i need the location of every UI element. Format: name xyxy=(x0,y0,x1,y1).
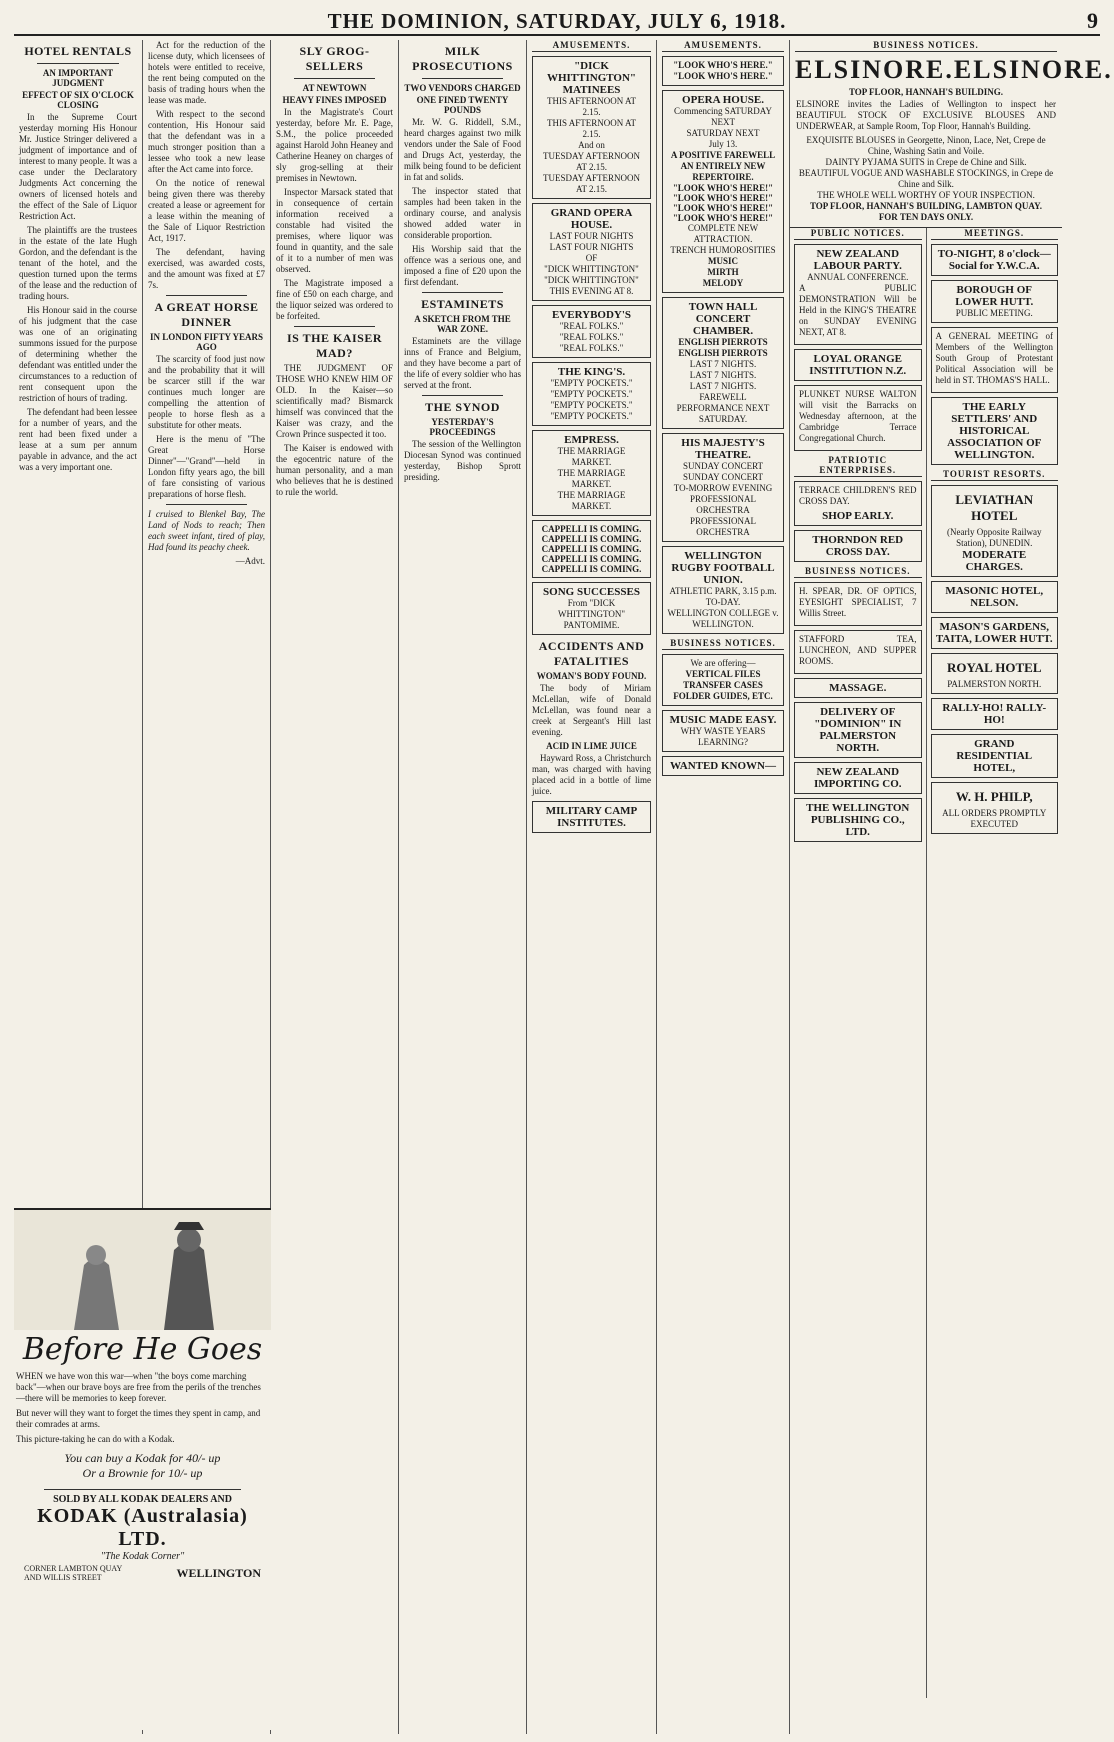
article-paragraph: The inspector stated that samples had been taken in the ordinary course, and analysis showed added water in considerable proportion. xyxy=(404,186,521,240)
column-7 xyxy=(790,228,927,1698)
article-paragraph: His Worship said that the offence was a serious one, and imposed a fine of £20 upon the first defendant. xyxy=(404,244,521,287)
advert-title: WELLINGTON RUGBY FOOTBALL UNION. xyxy=(671,550,775,586)
advert-title: SONG SUCCESSES xyxy=(543,586,640,598)
elsinore-title-left: ELSINORE. xyxy=(795,55,954,84)
article-subhead: A SKETCH FROM THE WAR ZONE. xyxy=(414,314,511,334)
divider xyxy=(294,78,375,79)
advert-line: THE MARRIAGE MARKET. xyxy=(557,468,626,489)
elsinore-line: EXQUISITE BLOUSES in Georgette, Ninon, Lace, Net, Crepe de Chine, Washing Satin and Voile. xyxy=(806,135,1046,156)
article-subhead: AN IMPORTANT JUDGMENT xyxy=(42,68,114,88)
kodak-illustration xyxy=(14,1210,271,1330)
notice-paragraph: A PUBLIC DEMONSTRATION Will be Held in the KING'S THEATRE on SUNDAY EVENING NEXT, AT 8. xyxy=(799,283,917,337)
notice xyxy=(931,327,1059,393)
article-subhead: AT NEWTOWN xyxy=(302,83,367,93)
advert-line: "LOOK WHO'S HERE." xyxy=(673,71,773,81)
advert-line: ENGLISH PIERROTS xyxy=(678,348,768,358)
notice-title: THORNDON RED CROSS DAY. xyxy=(812,534,904,558)
advert-line: CAPPELLI IS COMING. xyxy=(541,564,642,574)
notice xyxy=(931,782,1059,834)
advert-title: MILITARY CAMP INSTITUTES. xyxy=(545,805,638,829)
article-subhead: TWO VENDORS CHARGED xyxy=(404,83,521,93)
advert-line: ENGLISH PIERROTS xyxy=(678,337,768,347)
article-paragraph: The session of the Wellington Diocesan Synod was continued yesterday, Bishop Sprott presiding. xyxy=(404,439,521,482)
article-subhead: IN LONDON FIFTY YEARS AGO xyxy=(149,332,264,352)
elsinore-banner xyxy=(795,55,1113,85)
kodak-headline: Before He Goes xyxy=(22,1332,263,1367)
soldier-illustration xyxy=(14,1210,271,1330)
advert-line: TUESDAY AFTERNOON AT 2.15. xyxy=(542,151,641,172)
divider xyxy=(422,292,503,293)
advert-title: OPERA HOUSE. xyxy=(682,94,764,106)
notice-title: RALLY-HO! RALLY-HO! xyxy=(942,702,1047,726)
notice-paragraph: A GENERAL MEETING of Members of the Wellington South Group of Protestant Political Association will be held in ST. THOMAS'S HALL. xyxy=(935,331,1053,385)
article-paragraph: Act for the reduction of the license duty, which licensees of hotels were entitled to receive, the rent being computed on the basis of trading hours when the lease was made. xyxy=(148,40,265,105)
notice-paragraph: STAFFORD TEA, LUNCHEON, AND SUPPER ROOMS. xyxy=(799,634,917,666)
notice-title: LEVIATHAN HOTEL xyxy=(955,492,1034,523)
notice xyxy=(794,385,922,451)
divider xyxy=(166,295,247,296)
kodak-paragraph: But never will they want to forget the times they spent in camp, and their comrades at arms. xyxy=(16,1408,261,1429)
article-subhead: ONE FINED TWENTY POUNDS xyxy=(416,95,509,115)
article-subhead: ACID IN LIME JUICE xyxy=(546,741,637,751)
advert-line: LAST FOUR NIGHTS xyxy=(549,242,634,252)
divider xyxy=(166,504,247,505)
article-heading: IS THE KAISER MAD? xyxy=(287,331,382,360)
notice xyxy=(794,702,922,758)
advert-line: TRENCH HUMOROSITIES xyxy=(670,245,776,255)
section-header: AMUSEMENTS. xyxy=(532,40,651,52)
section-header: BUSINESS NOTICES. xyxy=(662,638,784,650)
notice-title: MASONIC HOTEL, NELSON. xyxy=(945,585,1044,609)
advert-line: CAPPELLI IS COMING. xyxy=(541,534,642,544)
notice xyxy=(794,762,922,794)
advert-line: THIS AFTERNOON AT 2.15. xyxy=(546,96,636,117)
advert-title: WANTED KNOWN— xyxy=(669,760,777,772)
advert xyxy=(662,654,784,706)
elsinore-line: BEAUTIFUL VOGUE AND WASHABLE STOCKINGS, in Crepe de Chine and Silk. xyxy=(798,168,1054,189)
advert xyxy=(532,430,651,516)
advert-line: FOLDER GUIDES, ETC. xyxy=(673,691,773,701)
verse-signature: —Advt. xyxy=(235,556,265,566)
notice-title: THE EARLY SETTLERS' AND HISTORICAL ASSOCIATION OF WELLINGTON. xyxy=(947,401,1042,461)
kodak-sold-by: SOLD BY ALL KODAK DEALERS AND xyxy=(53,1494,232,1505)
advert xyxy=(532,801,651,833)
article-paragraph: In the Supreme Court yesterday morning His Honour Mr. Justice Stringer delivered a judgment of importance and of interest to many people. It was a case under the Declaratory Judgments Act concerning the owners of licensed hotels and the effect of the Sale of Liquor Restriction Act. xyxy=(19,112,137,221)
article-heading: THE SYNOD xyxy=(425,400,500,414)
advert-line: OF xyxy=(585,253,598,263)
advert-line: LAST FOUR NIGHTS xyxy=(549,231,634,241)
article-paragraph: Estaminets are the village inns of France and Belgium, and they have become a part of the life of every soldier who has served at the front. xyxy=(404,336,521,390)
article-heading: MILK PROSECUTIONS xyxy=(412,44,513,73)
divider xyxy=(37,63,119,64)
advert-line: MELODY xyxy=(702,278,744,288)
section-header: BUSINESS NOTICES. xyxy=(795,40,1057,52)
divider xyxy=(44,1489,241,1490)
advert-line: WHY WASTE YEARS LEARNING? xyxy=(680,726,766,747)
article-paragraph: The Kaiser is endowed with the egocentric nature of the human personality, and a man who believes that he is destined to rule the world. xyxy=(276,443,393,497)
advert-line: July 13. xyxy=(708,139,738,149)
advert-line: "LOOK WHO'S HERE!" xyxy=(672,193,774,203)
article-paragraph: On the notice of renewal being given there was thereby created a lease or agreement for a lease within the meaning of the Sale of Liquor Restriction Act, 1917. xyxy=(148,178,265,243)
notice-paragraph: H. SPEAR, DR. OF OPTICS, EYESIGHT SPECIALIST, 7 Willis Street. xyxy=(799,586,917,618)
advert xyxy=(662,710,784,752)
advert-line: And on xyxy=(578,140,605,150)
article-heading: HOTEL RENTALS xyxy=(24,44,132,58)
notice-line: ALL ORDERS PROMPTLY EXECUTED xyxy=(942,808,1047,829)
advert-line: "LOOK WHO'S HERE!" xyxy=(672,203,774,213)
article-heading: ACCIDENTS AND FATALITIES xyxy=(538,639,645,668)
elsinore-paragraph: ELSINORE invites the Ladies of Wellington to inspect her BEAUTIFUL STOCK OF EXCLUSIVE BLOUSES AND UNDERWEAR, at Sample Room, Top Floor, Hannah's Building. xyxy=(796,99,1056,131)
advert-line: CAPPELLI IS COMING. xyxy=(541,554,642,564)
section-header: BUSINESS NOTICES. xyxy=(794,566,922,578)
elsinore-subtitle: TOP FLOOR, HANNAH'S BUILDING. xyxy=(848,87,1004,97)
masthead xyxy=(14,8,1100,36)
notice xyxy=(794,582,922,626)
advert-line: "EMPTY POCKETS." xyxy=(550,378,633,388)
advert-line: WELLINGTON COLLEGE v. WELLINGTON. xyxy=(667,608,779,629)
article-paragraph: Hayward Ross, a Christchurch man, was charged with having placed acid in a bottle of lime juice. xyxy=(532,753,651,796)
advert-line: "LOOK WHO'S HERE." xyxy=(673,60,773,70)
advert xyxy=(532,56,651,199)
masthead-title: THE DOMINION, SATURDAY, JULY 6, 1918. xyxy=(327,8,787,33)
section-header: MEETINGS. xyxy=(931,228,1059,240)
advert-line: A POSITIVE FAREWELL xyxy=(670,150,776,160)
advert xyxy=(532,305,651,358)
notice-title: MASON'S GARDENS, TAITA, LOWER HUTT. xyxy=(935,621,1053,645)
kodak-tagline: "The Kodak Corner" xyxy=(100,1551,185,1562)
notice xyxy=(794,530,922,562)
notice xyxy=(794,630,922,674)
advert-title: GRAND OPERA HOUSE. xyxy=(550,207,633,231)
notice-title: DELIVERY OF "DOMINION" IN PALMERSTON NORTH. xyxy=(814,706,902,754)
advert-line: CAPPELLI IS COMING. xyxy=(541,544,642,554)
advert-line: AN ENTIRELY NEW REPERTOIRE. xyxy=(680,161,766,182)
advert-line: LAST 7 NIGHTS. xyxy=(689,381,757,391)
notice-title: NEW ZEALAND IMPORTING CO. xyxy=(813,766,902,790)
advert-line: LAST 7 NIGHTS. xyxy=(689,359,757,369)
article-paragraph: Inspector Marsack stated that in consequence of certain information received a constable had visited the premises, where liquor was found in quantity, and the sale of it to a number of men was observed. xyxy=(276,187,393,274)
kodak-price-line: You can buy a Kodak for 40/- up xyxy=(64,1451,221,1465)
article-paragraph: The body of Miriam McLellan, wife of Donald McLellan, was found near a creek at Sergeant's Hill last evening. xyxy=(532,683,651,737)
notice xyxy=(931,485,1059,577)
advert-title: "DICK WHITTINGTON" MATINEES xyxy=(546,60,637,96)
section-header: PUBLIC NOTICES. xyxy=(794,228,922,240)
advert-line: "LOOK WHO'S HERE!" xyxy=(672,183,774,193)
notice xyxy=(931,653,1059,694)
divider xyxy=(294,326,375,327)
notice-title: W. H. PHILP, xyxy=(955,789,1033,804)
article-subhead: EFFECT OF SIX O'CLOCK CLOSING xyxy=(22,90,134,110)
advert-line: "EMPTY POCKETS." xyxy=(550,389,633,399)
kodak-advert xyxy=(14,1208,271,1730)
article-subhead: HEAVY FINES IMPOSED xyxy=(282,95,387,105)
advert-line: TRANSFER CASES xyxy=(683,680,763,690)
advert-title: EVERYBODY'S xyxy=(551,309,632,321)
article-paragraph: The defendant had been lessee for a number of years, and the rent had been fixed under a lease at a sum per annum payable in advance, and the act was a very important one. xyxy=(19,407,137,472)
notice-title: MASSAGE. xyxy=(829,682,887,694)
notice-title: THE WELLINGTON PUBLISHING CO., LTD. xyxy=(806,802,910,838)
column-5 xyxy=(527,40,657,1734)
advert-line: LAST 7 NIGHTS. xyxy=(689,370,757,380)
advert-line: "DICK WHITTINGTON" xyxy=(544,275,639,285)
notice xyxy=(931,280,1059,323)
notice-title: TO-NIGHT, 8 o'clock—Social for Y.W.C.A. xyxy=(937,248,1051,272)
advert xyxy=(532,520,651,578)
advert-line: VERTICAL FILES xyxy=(685,669,761,679)
elsinore-line: THE WHOLE WELL WORTHY OF YOUR INSPECTION. xyxy=(817,190,1035,200)
article-subhead: YESTERDAY'S PROCEEDINGS xyxy=(429,417,496,437)
article-subhead: WOMAN'S BODY FOUND. xyxy=(536,671,647,681)
notice-paragraph: TERRACE CHILDREN'S RED CROSS DAY. xyxy=(799,485,917,506)
advert-line: ATHLETIC PARK, 3.15 p.m. TO-DAY. xyxy=(669,586,777,607)
advert-line: "EMPTY POCKETS." xyxy=(550,411,633,421)
notice xyxy=(931,734,1059,778)
advert-line: "REAL FOLKS." xyxy=(559,343,624,353)
notice-title: ROYAL HOTEL xyxy=(946,660,1042,675)
advert-line: COMPLETE NEW ATTRACTION. xyxy=(687,223,759,244)
notice-title: NEW ZEALAND LABOUR PARTY. xyxy=(813,248,902,272)
advert-line: We are offering— xyxy=(690,658,756,668)
notice xyxy=(931,581,1059,613)
advert-line: MIRTH xyxy=(707,267,739,277)
advert xyxy=(662,56,784,86)
kodak-company: KODAK (Australasia) LTD. xyxy=(37,1505,248,1550)
advert-line: THIS EVENING AT 8. xyxy=(549,286,634,296)
elsinore-title-right: ELSINORE. xyxy=(953,55,1113,84)
article-heading: ESTAMINETS xyxy=(421,297,504,311)
notice xyxy=(931,617,1059,649)
advert-line: SATURDAY NEXT xyxy=(686,128,760,138)
notice xyxy=(794,481,922,526)
advert-line: From "DICK WHITTINGTON" PANTOMIME. xyxy=(558,598,625,630)
notice-line: ANNUAL CONFERENCE. xyxy=(807,272,909,282)
elsinore-line: TOP FLOOR, HANNAH'S BUILDING, LAMBTON QUAY. xyxy=(809,201,1043,211)
article-paragraph: Here is the menu of "The Great Horse Dinner"—"Grand"—held in London fifty years ago, the bill of fare consisting of various preparations of horse flesh. xyxy=(148,434,265,499)
notice-title: BOROUGH OF LOWER HUTT. xyxy=(955,284,1034,308)
notice-line: (Nearly Opposite Railway Station), DUNEDIN. xyxy=(947,527,1042,548)
advert-title: EMPRESS. xyxy=(564,434,619,446)
notice xyxy=(931,698,1059,730)
article-paragraph: His Honour said in the course of his judgment that the case was one of an originating summons issued for the purpose of determining whether the defendant was entitled under the circumstances to a reduction of rent consequent upon the restriction of hours of trading. xyxy=(19,305,137,403)
advert xyxy=(662,546,784,634)
kodak-price-line: Or a Brownie for 10/- up xyxy=(82,1466,203,1480)
advert xyxy=(532,582,651,635)
advert-line: SUNDAY CONCERT xyxy=(682,472,764,482)
advert-line: THE MARRIAGE MARKET. xyxy=(557,490,626,511)
column-3 xyxy=(271,40,399,1734)
advert xyxy=(662,756,784,776)
section-header: TOURIST RESORTS. xyxy=(931,469,1059,481)
kodak-city: WELLINGTON xyxy=(176,1565,261,1580)
notice xyxy=(931,397,1059,465)
notice xyxy=(794,798,922,842)
notice xyxy=(794,678,922,698)
advert-line: CAPPELLI IS COMING. xyxy=(541,524,642,534)
notice-line: PUBLIC MEETING. xyxy=(955,308,1033,318)
notice-title: MODERATE CHARGES. xyxy=(962,549,1027,573)
advert-title: MUSIC MADE EASY. xyxy=(669,714,777,726)
advert-line: "REAL FOLKS." xyxy=(559,321,624,331)
page-number: 9 xyxy=(1087,8,1098,33)
advert xyxy=(662,433,784,542)
article-paragraph: In the Magistrate's Court yesterday, before Mr. E. Page, S.M., the police proceeded against Harold John Heaney and Catherine Heaney on charges of sly grog-selling at their premises in Newtown. xyxy=(276,107,393,183)
advert xyxy=(662,297,784,429)
section-header: AMUSEMENTS. xyxy=(662,40,784,52)
divider xyxy=(422,395,503,396)
divider xyxy=(422,78,503,79)
advert-line: PROFESSIONAL ORCHESTRA xyxy=(689,494,756,515)
advert xyxy=(662,90,784,293)
advert-line: MUSIC xyxy=(707,256,738,266)
kodak-paragraph: WHEN we have won this war—when "the boys come marching back"—when our brave boys are free from the perils of the trenches—there will be memories to keep forever. xyxy=(16,1371,261,1403)
notice-title: GRAND RESIDENTIAL HOTEL, xyxy=(956,738,1033,774)
advert-line: "DICK WHITTINGTON" xyxy=(544,264,639,274)
column-business xyxy=(790,40,1113,1734)
advert-line: "EMPTY POCKETS." xyxy=(550,400,633,410)
business-subcolumns xyxy=(790,228,1062,1698)
notice xyxy=(794,244,922,345)
advert-line: PROFESSIONAL ORCHESTRA xyxy=(689,516,756,537)
kodak-address-row xyxy=(24,1564,261,1582)
verse: I cruised to Blenkel Bay, The Land of Nods to reach; Then each sweet infant, tired of play, Had found its peachy cheek. xyxy=(148,509,265,552)
article-paragraph: With respect to the second contention, His Honour said that the defendant was in a much stronger position than a lessee who took a new lease after the Act came into force. xyxy=(148,109,265,174)
advert-line: "REAL FOLKS." xyxy=(559,332,624,342)
article-heading: SLY GROG-SELLERS xyxy=(299,44,370,73)
elsinore-line: FOR TEN DAYS ONLY. xyxy=(878,212,974,222)
article-paragraph: THE JUDGMENT OF THOSE WHO KNEW HIM OF OLD. In the Kaiser—so scientifically mad? Bismarck himself was convinced that the Kaiser was crazy, and the Crown Prince suspected it too. xyxy=(276,363,393,439)
advert-title: TOWN HALL CONCERT CHAMBER. xyxy=(688,301,758,337)
article-paragraph: The defendant, having exercised, was awarded costs, and the amount was fixed at £7 7s. xyxy=(148,247,265,290)
article-paragraph: Mr. W. G. Riddell, S.M., heard charges against two milk vendors under the Sale of Food and Drugs Act, yesterday, the milk being found to be deficient in fat and solids. xyxy=(404,117,521,182)
advert-line: Commencing SATURDAY NEXT xyxy=(674,106,772,127)
article-paragraph: The Magistrate imposed a fine of £50 on each charge, and the liquor seized was ordered to be forfeited. xyxy=(276,278,393,321)
notice xyxy=(931,244,1059,276)
notice-title: LOYAL ORANGE INSTITUTION N.Z. xyxy=(809,353,907,377)
kodak-address: CORNER LAMBTON QUAY AND WILLIS STREET xyxy=(24,1564,122,1582)
notice-line: PALMERSTON NORTH. xyxy=(947,679,1042,689)
advert-line: SUNDAY CONCERT xyxy=(682,461,764,471)
advert xyxy=(532,362,651,426)
advert-line: THE MARRIAGE MARKET. xyxy=(557,446,626,467)
advert-line: TO-MORROW EVENING xyxy=(673,483,773,493)
notice xyxy=(794,349,922,381)
advert-title: THE KING'S. xyxy=(557,366,626,378)
column-6 xyxy=(657,40,790,1734)
elsinore-line: DAINTY PYJAMA SUITS in Crepe de Chine and Silk. xyxy=(825,157,1027,167)
notice-paragraph: PLUNKET NURSE WALTON will visit the Barracks on Wednesday afternoon, at the Cambridge Terrace Congregational Church. xyxy=(799,389,917,443)
section-header: PATRIOTIC ENTERPRISES. xyxy=(794,455,922,477)
advert-line: "LOOK WHO'S HERE!" xyxy=(672,213,774,223)
advert-line: TUESDAY AFTERNOON AT 2.15. xyxy=(542,173,641,194)
kodak-paragraph: This picture-taking he can do with a Kodak. xyxy=(16,1434,175,1444)
article-paragraph: The scarcity of food just now and the probability that it will be scarcer still if the war continues much longer are compelling the attention of people to horse flesh as a substitute for other meats. xyxy=(148,354,265,430)
article-paragraph: The plaintiffs are the trustees in the estate of the late Hugh Gordon, and the defendant is the tenant of the hotel, and the question turned upon the terms of the lease and the reduction of trading hours. xyxy=(19,225,137,301)
elsinore-body xyxy=(796,99,1056,223)
advert-line: THIS AFTERNOON AT 2.15. xyxy=(546,118,636,139)
advert xyxy=(532,203,651,301)
advert-line: FAREWELL PERFORMANCE NEXT SATURDAY. xyxy=(676,392,770,424)
advert-title: HIS MAJESTY'S THEATRE. xyxy=(681,437,765,461)
article-heading: A GREAT HORSE DINNER xyxy=(154,300,259,329)
notice-title: SHOP EARLY. xyxy=(822,510,894,522)
column-8 xyxy=(927,228,1063,1698)
column-4 xyxy=(399,40,527,1734)
